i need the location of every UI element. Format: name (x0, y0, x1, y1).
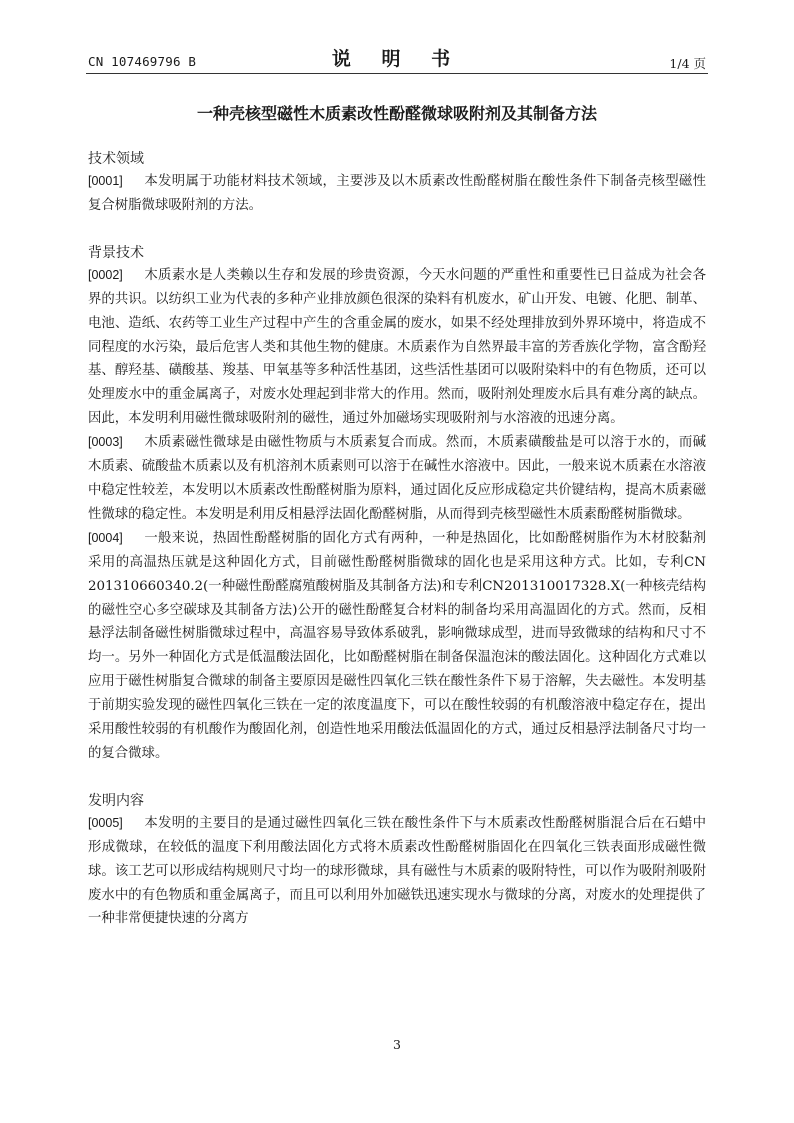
paragraph-text: 本发明的主要目的是通过磁性四氧化三铁在酸性条件下与木质素改性酚醛树脂混合后在石蜡中形成微球，在较低的温度下利用酸法固化方式将木质素改性酚醛树脂固化在四氧化三铁表面形成磁性微球。该工艺可以形成结构规则尺寸均一的球形微球，具有磁性与木质素的吸附特性，可以作为吸附剂吸附废水中的有色物质和重金属离子，而且可以利用外加磁铁迅速实现水与微球的分离，对废水的处理提供了一种非常便捷快速的分离方 (88, 815, 706, 927)
section-heading: 发明内容 (88, 792, 144, 809)
paragraph (88, 170, 706, 218)
paragraph-number: [0004] (88, 530, 123, 545)
header-divider (86, 73, 708, 74)
paragraph-text: 本发明属于功能材料技术领域，主要涉及以木质素改性酚醛树脂在酸性条件下制备壳核型磁性复合树脂微球吸附剂的方法。 (88, 174, 706, 213)
paragraph (88, 431, 706, 527)
document-title: 一种壳核型磁性木质素改性酚醛微球吸附剂及其制备方法 (196, 104, 597, 123)
paragraph (88, 812, 706, 932)
paragraph-number: [0005] (88, 815, 123, 830)
document-body (88, 148, 706, 931)
section-background (88, 242, 706, 766)
section-gap (88, 766, 706, 790)
paragraph-number: [0002] (88, 267, 123, 282)
section-label: 说 明 书 (331, 48, 463, 70)
patent-number: CN 107469796 B (88, 54, 197, 69)
paragraph-text: 木质素磁性微球是由磁性物质与木质素复合而成。然而，木质素磺酸盐是可以溶于水的，而碱木质素、硫酸盐木质素以及有机溶剂木质素则可以溶于在碱性水溶液中。因此，一般来说木质素在水溶液中稳定性较差，本发明以木质素改性酚醛树脂为原料，通过固化反应形成稳定共价键结构，提高木质素磁性微球的稳定性。本发明是利用反相悬浮法固化酚醛树脂，从而得到壳核型磁性木质素酚醛树脂微球。 (88, 435, 706, 522)
page-indicator: 1/4 页 (669, 56, 706, 71)
section-heading: 背景技术 (88, 244, 144, 261)
page-number: 3 (393, 1037, 401, 1052)
section-gap (88, 218, 706, 242)
paragraph-text: 一般来说，热固性酚醛树脂的固化方式有两种，一种是热固化，比如酚醛树脂作为木材胶黏剂采用的高温热压就是这种固化方式，目前磁性酚醛树脂微球的固化也是采用这种方式。比如，专利CN 201310660340.2(一种磁性酚醛腐殖酸树脂及其制备方法)和专利CN201310017328.X(一种核壳结构的磁性空心多空碳球及其制备方法)公开的磁性酚醛复合材料的制备均采用高温固化的方式。然而，反相悬浮法制备磁性树脂微球过程中，高温容易导致体系破乳，影响微球成型，进而导致微球的结构和尺寸不均一。另外一种固化方式是低温酸法固化，比如酚醛树脂在制备保温泡沫的酸法固化。这种固化方式难以应用于磁性树脂复合微球的制备主要原因是磁性四氧化三铁在酸性条件下易于溶解，失去磁性。本发明基于前期实验发现的磁性四氧化三铁在一定的浓度温度下，可以在酸性较弱的有机酸溶液中稳定存在，提出采用酸性较弱的有机酸作为酸固化剂，创造性地采用酸法低温固化的方式，通过反相悬浮法制备尺寸均一的复合微球。 (88, 530, 706, 761)
paragraph (88, 264, 706, 431)
paragraph (88, 527, 706, 766)
paragraph-number: [0003] (88, 435, 123, 450)
section-heading: 技术领域 (88, 151, 144, 167)
section-invention-content (88, 790, 706, 932)
paragraph-text: 木质素水是人类赖以生存和发展的珍贵资源，今天水问题的严重性和重要性已日益成为社会各界的共识。以纺织工业为代表的多种产业排放颜色很深的染料有机废水，矿山开发、电镀、化肥、制革、电池、造纸、农药等工业生产过程中产生的含重金属的废水，如果不经处理排放到外界环境中，将造成不同程度的水污染，最后危害人类和其他生物的健康。木质素作为自然界最丰富的芳香族化学物，富含酚羟基、醇羟基、磺酸基、羧基、甲氧基等多种活性基团，这些活性基团可以吸附染料中的有色物质，还可以处理废水中的重金属离子，对废水处理起到非常大的作用。然而，吸附剂处理废水后具有难分离的缺点。因此，本发明利用磁性微球吸附剂的磁性，通过外加磁场实现吸附剂与水溶液的迅速分离。 (88, 267, 706, 427)
section-technical-field (88, 148, 706, 218)
paragraph-number: [0001] (88, 174, 123, 188)
